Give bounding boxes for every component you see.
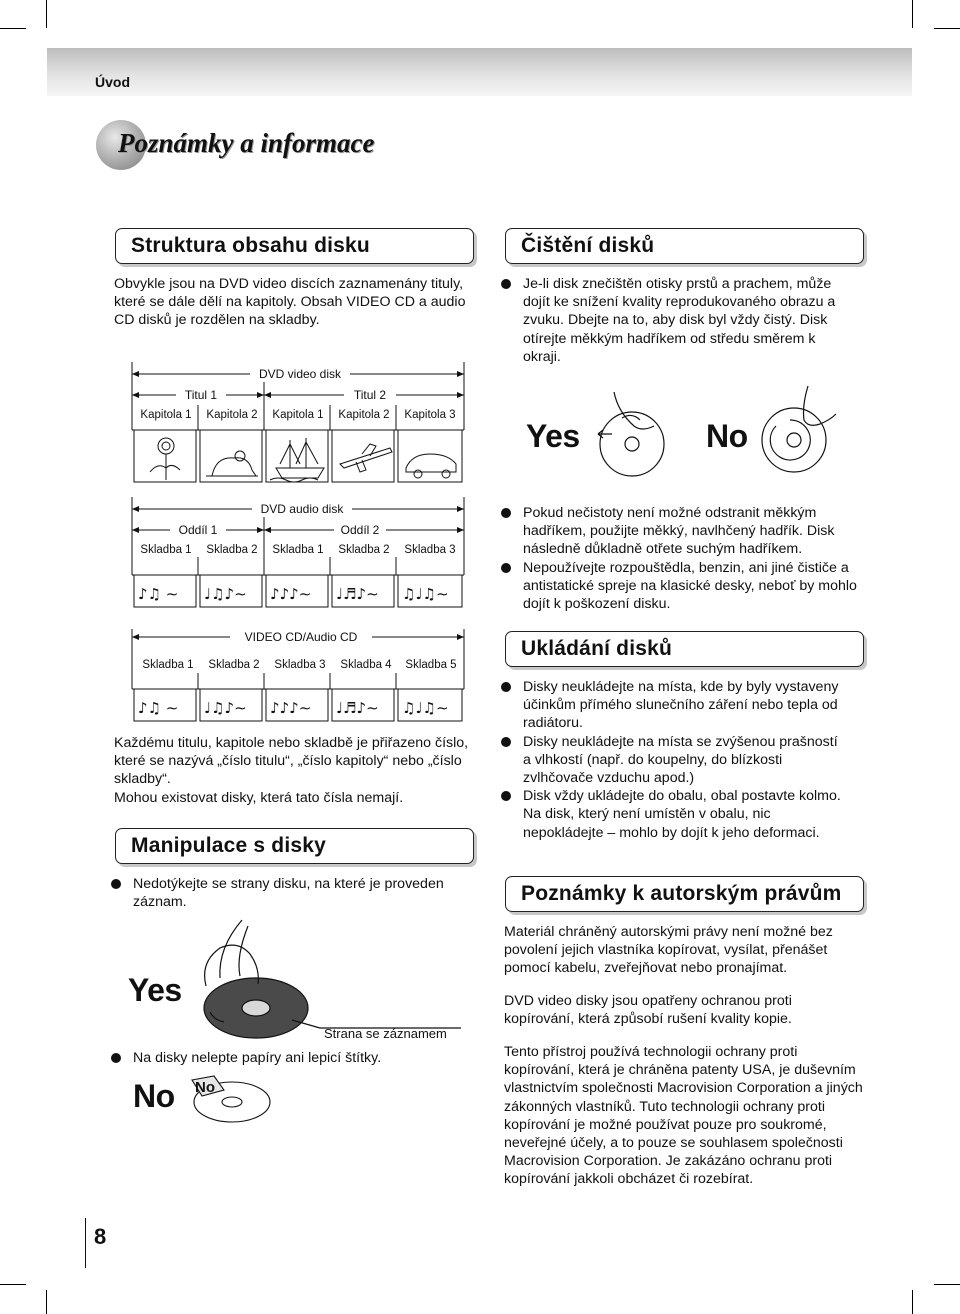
section-label: Úvod — [95, 74, 130, 90]
group-1: Oddíl 1 — [178, 523, 218, 537]
page-title: Poznámky a informace — [118, 128, 375, 158]
structure-intro: Obvykle jsou na DVD video discích zaznamenány tituly, které se dále dělí na kapitoly. Obsah VIDEO CD a audio CD disků je rozdělen na skladby. — [114, 276, 466, 329]
numbers-note-2: Mohou existovat disky, která tato čísla nemají. — [114, 790, 404, 806]
structure-heading — [115, 228, 474, 264]
wipe-incorrect-illustration — [760, 382, 840, 478]
handling-yes-label: Yes — [128, 972, 182, 1008]
page-number: 8 — [94, 1224, 107, 1249]
storage-list — [501, 678, 841, 842]
cleaning-heading — [505, 228, 864, 264]
cleaning-no-label: No — [706, 418, 748, 454]
group-2: Oddíl 2 — [340, 523, 380, 537]
copyright-heading-text: Poznámky k autorským právům — [521, 882, 842, 905]
track-label: Skladba 4 — [340, 659, 392, 671]
crop-mark — [934, 1284, 960, 1285]
copyright-paragraph-1: Materiál chráněný autorskými právy není možné bez povolení jejich vlastníka kopírovat, vysílat, přenášet pomocí kabelu, zveřejňovat nebo pronajímat. — [504, 924, 833, 977]
title-1: Titul 1 — [184, 388, 218, 402]
chapter-label: Kapitola 1 — [272, 409, 324, 421]
header-band — [47, 48, 912, 96]
crop-mark — [912, 0, 913, 28]
list-item: Je-li disk znečištěn otisky prstů a prachem, může dojít ke snížení kvality reprodukovaného obrazu a zvuku. Dbejte na to, aby disk byl vždy čistý. Disk otírejte měkkým hadříkem od středu směrem k okraji. — [501, 275, 857, 366]
list-item: Disky neukládejte na místa se zvýšenou prašností a vlhkostí (např. do koupelny, do blízkosti zvlhčovače vzduchu apod.) — [501, 733, 841, 788]
wipe-correct-illustration — [592, 388, 672, 480]
dvd-video-diagram — [130, 360, 470, 488]
vcd-label: VIDEO CD/Audio CD — [244, 630, 358, 644]
title-2: Titul 2 — [353, 388, 387, 402]
list-item: Disky neukládejte na místa, kde by byly vystaveny účinkům přímého slunečního záření nebo tepla od radiátoru. — [501, 678, 841, 733]
recorded-side-label: Strana se záznamem — [324, 1026, 447, 1041]
cleaning-list-1 — [501, 275, 857, 366]
chapter-label: Kapitola 2 — [206, 409, 258, 421]
svg-text:♩♫♪∼: ♩♫♪∼ — [204, 585, 247, 603]
svg-text:♪♪♪∼: ♪♪♪∼ — [270, 585, 312, 603]
copyright-heading — [505, 876, 864, 912]
track-label: Skladba 5 — [405, 659, 457, 671]
svg-text:♫♩♫∼: ♫♩♫∼ — [402, 585, 449, 603]
svg-text:♩♫♪∼: ♩♫♪∼ — [204, 699, 247, 717]
list-item: Disk vždy ukládejte do obalu, obal postavte kolmo. Na disk, který není umístěn v obalu, nic nepokládejte – mohlo by dojít k jeho deformaci. — [501, 787, 841, 842]
svg-text:♪♫ ∼: ♪♫ ∼ — [138, 585, 179, 603]
track-label: Skladba 2 — [206, 544, 258, 556]
disc-handling-illustration — [196, 916, 486, 1046]
svg-text:♪♪♪∼: ♪♪♪∼ — [270, 699, 312, 717]
track-label: Skladba 1 — [140, 544, 192, 556]
track-label: Skladba 1 — [272, 544, 324, 556]
svg-text:♫♩♫∼: ♫♩♫∼ — [402, 699, 449, 717]
structure-heading-text: Struktura obsahu disku — [131, 234, 370, 257]
cleaning-yes-label: Yes — [526, 418, 580, 454]
track-label: Skladba 1 — [142, 659, 194, 671]
numbers-note: Každému titulu, kapitole nebo skladbě je přiřazeno číslo, které se nazývá „číslo titulu“, „číslo kapitoly“ nebo „číslo skladby“. — [114, 735, 469, 788]
storage-heading — [505, 631, 864, 667]
track-label: Skladba 2 — [338, 544, 390, 556]
copyright-paragraph-2: DVD video disky jsou opatřeny ochranou proti kopírování, která způsobí rušení kvality kopie. — [504, 993, 792, 1028]
handling-list-1 — [111, 875, 461, 911]
chapter-label: Kapitola 2 — [338, 409, 390, 421]
dvd-audio-label: DVD audio disk — [260, 502, 344, 516]
handling-no-label: No — [133, 1078, 175, 1114]
cleaning-list-2 — [501, 504, 859, 613]
list-item: Nepoužívejte rozpouštědla, benzin, ani jiné čističe a antistatické spreje na klasické desky, neboť by mohlo dojít k poškození disku. — [501, 559, 859, 614]
crop-mark — [912, 1290, 913, 1314]
crop-mark — [0, 28, 26, 29]
crop-mark — [46, 1290, 47, 1314]
list-item: Pokud nečistoty není možné odstranit měkkým hadříkem, použijte měkký, navlhčený hadřík. Disk následně důkladně otřete suchým hadříkem. — [501, 504, 859, 559]
svg-text:♪♫ ∼: ♪♫ ∼ — [138, 699, 179, 717]
page-number-rule — [85, 1218, 86, 1268]
list-item: Na disky nelepte papíry ani lepicí štítky. — [111, 1049, 471, 1067]
cleaning-heading-text: Čištění disků — [521, 234, 655, 257]
crop-mark — [934, 28, 960, 29]
track-label: Skladba 3 — [274, 659, 326, 671]
copyright-paragraph-3: Tento přístroj používá technologii ochrany proti kopírování, která je chráněna patenty USA, je duševním vlastnictvím společnosti Macrovision Corporation a jiných zákonných vlastníků. Tuto technologii ochrany proti kopírování je možné používat pouze pro soukromé, neveřejné účely, a to pouze se souhlasem společnosti Macrovision Corporation. Je zakázáno ochranu proti kopírování jakkoli obcházet či rozebírat. — [504, 1044, 863, 1188]
sticker-text: No — [195, 1079, 215, 1096]
sticker-disc-illustration — [186, 1074, 276, 1128]
dvd-video-label: DVD video disk — [258, 367, 342, 381]
track-label: Skladba 2 — [208, 659, 260, 671]
svg-text:♩♬♪∼: ♩♬♪∼ — [336, 699, 379, 717]
crop-mark — [46, 0, 47, 28]
svg-text:♩♬♪∼: ♩♬♪∼ — [336, 585, 379, 603]
handling-list-2 — [111, 1049, 471, 1067]
chapter-label: Kapitola 1 — [140, 409, 192, 421]
dvd-audio-diagram — [130, 495, 470, 613]
storage-heading-text: Ukládání disků — [521, 637, 673, 660]
track-label: Skladba 3 — [404, 544, 456, 556]
chapter-label: Kapitola 3 — [404, 409, 456, 421]
crop-mark — [0, 1284, 26, 1285]
handling-heading — [115, 828, 474, 864]
vcd-diagram — [130, 627, 470, 727]
list-item: Nedotýkejte se strany disku, na které je proveden záznam. — [111, 875, 461, 911]
handling-heading-text: Manipulace s disky — [131, 834, 327, 857]
